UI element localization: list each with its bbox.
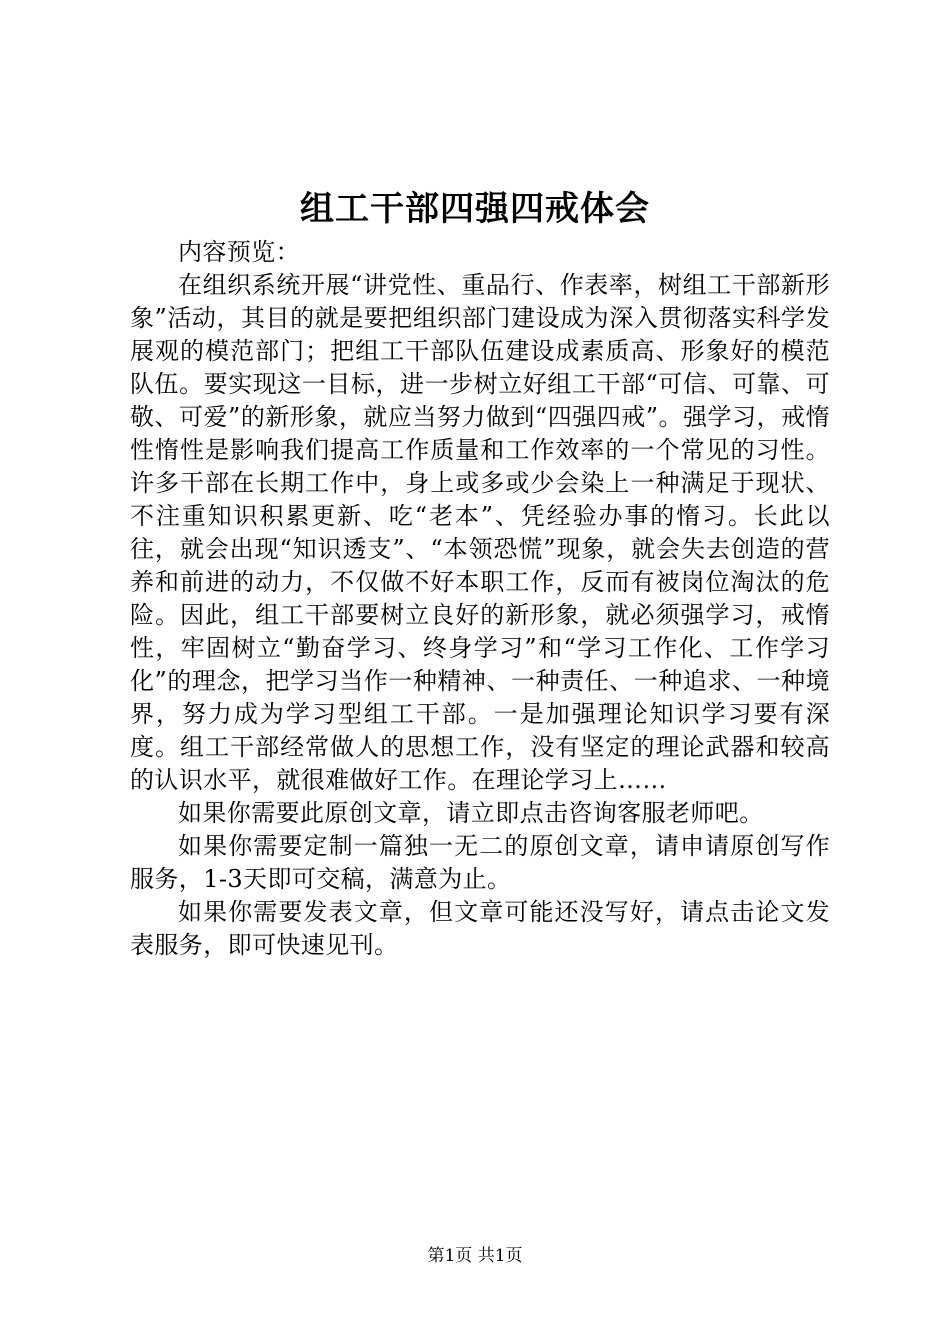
body-paragraph-custom-writing: 如果你需要定制一篇独一无二的原创文章，请申请原创写作服务，1-3天即可交稿，满意为止。 [130,832,830,893]
body-paragraph-publishing: 如果你需要发表文章，但文章可能还没写好，请点击论文发表服务，即可快速见刊。 [130,898,830,959]
document-body [130,236,830,962]
body-paragraph-main: 在组织系统开展“讲党性、重品行、作表率，树组工干部新形象”活动，其目的就是要把组织部门建设成为深入贯彻落实科学发展观的模范部门；把组工干部队伍建设成素质高、形象好的模范队伍。要实现这一目标，进一步树立好组工干部“可信、可靠、可敬、可爱”的新形象，就应当努力做到“四强四戒”。强学习，戒惰性惰性是影响我们提高工作质量和工作效率的一个常见的习性。许多干部在长期工作中，身上或多或少会染上一种满足于现状、不注重知识积累更新、吃“老本”、凭经验办事的惰习。长此以往，就会出现“知识透支”、“本领恐慌”现象，就会失去创造的营养和前进的动力，不仅做不好本职工作，反而有被岗位淘汰的危险。因此，组工干部要树立良好的新形象，就必须强学习，戒惰性，牢固树立“勤奋学习、终身学习”和“学习工作化、工作学习化”的理念，把学习当作一种精神、一种责任、一种追求、一种境界，努力成为学习型组工干部。一是加强理论知识学习要有深度。组工干部经常做人的思想工作，没有坚定的理论武器和较高的认识水平，就很难做好工作。在理论学习上…… [130,271,830,794]
body-paragraph-consult: 如果你需要此原创文章，请立即点击咨询客服老师吧。 [178,799,764,827]
page-number-footer: 第1页 共1页 [427,1246,523,1266]
preview-label: 内容预览： [178,238,300,266]
document-title: 组工干部四强四戒体会 [300,189,650,229]
